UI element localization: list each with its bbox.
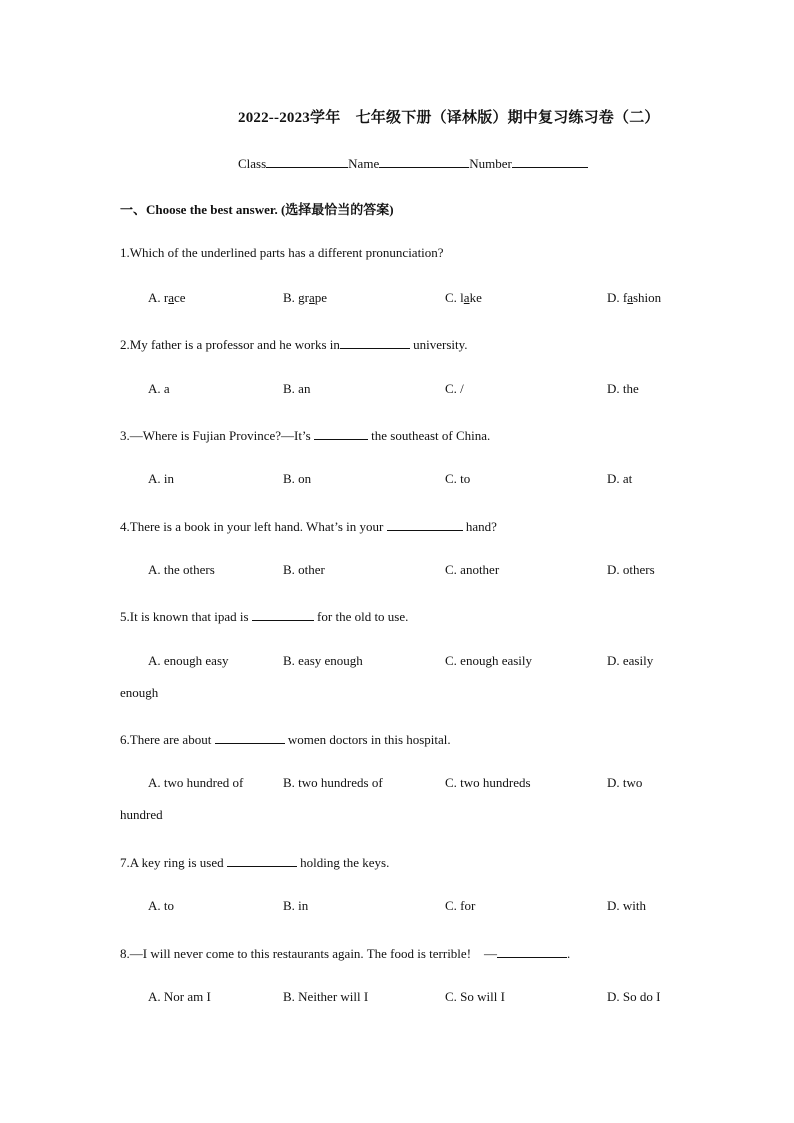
number-label: Number (469, 156, 512, 171)
q6-option-c[interactable]: C. two hundreds (445, 775, 531, 790)
q3-option-a[interactable]: A. in (148, 471, 174, 486)
q5-option-b[interactable]: B. easy enough (283, 653, 363, 668)
answer-blank[interactable] (227, 853, 297, 867)
q7-option-b[interactable]: B. in (283, 898, 309, 913)
q2-option-c[interactable]: C. / (445, 381, 464, 396)
class-field[interactable] (266, 154, 348, 168)
question-2: 2.My father is a professor and he works in university. (120, 337, 468, 352)
q3-option-d[interactable]: D. at (607, 471, 633, 486)
q6-option-b[interactable]: B. two hundreds of (283, 775, 383, 790)
question-6: 6.There are about women doctors in this hospital. (120, 732, 451, 747)
question-8: 8.—I will never come to this restaurants again. The food is terrible! — . (120, 946, 571, 961)
q6-option-d-wrap: hundred (120, 807, 163, 822)
answer-blank[interactable] (340, 335, 410, 349)
student-info-line (238, 154, 588, 172)
q3-option-c[interactable]: C. to (445, 471, 471, 486)
q4-option-a[interactable]: A. the others (148, 562, 215, 577)
class-label: Class (238, 156, 267, 171)
q8-option-b[interactable]: B. Neither will I (283, 989, 369, 1004)
section-heading: 一、Choose the best answer. (选择最恰当的答案) (120, 202, 394, 217)
answer-blank[interactable] (497, 944, 567, 958)
q8-option-d[interactable]: D. So do I (607, 989, 661, 1004)
q2-option-d[interactable]: D. the (607, 381, 639, 396)
q5-option-d-wrap: enough (120, 685, 159, 700)
q1-option-c[interactable]: C. lake (445, 290, 482, 305)
name-field[interactable] (379, 154, 469, 168)
answer-blank[interactable] (215, 730, 285, 744)
q1-option-d[interactable]: D. fashion (607, 290, 662, 305)
question-4: 4.There is a book in your left hand. What’s in your hand? (120, 519, 497, 534)
question-5: 5.It is known that ipad is for the old to use. (120, 609, 409, 624)
q2-option-a[interactable]: A. a (148, 381, 170, 396)
q5-option-c[interactable]: C. enough easily (445, 653, 533, 668)
q1-option-a[interactable]: A. race (148, 290, 186, 305)
q7-option-a[interactable]: A. to (148, 898, 174, 913)
q4-option-b[interactable]: B. other (283, 562, 325, 577)
q2-option-b[interactable]: B. an (283, 381, 311, 396)
question-3: 3.—Where is Fujian Province?—It’s the southeast of China. (120, 428, 491, 443)
q8-option-c[interactable]: C. So will I (445, 989, 505, 1004)
question-1 (120, 245, 444, 261)
page-title: 2022--2023学年 七年级下册（译林版）期中复习练习卷（二） (238, 110, 660, 126)
q3-option-b[interactable]: B. on (283, 471, 312, 486)
q8-option-a[interactable]: A. Nor am I (148, 989, 211, 1004)
number-field[interactable] (512, 154, 588, 168)
q5-option-a[interactable]: A. enough easy (148, 653, 229, 668)
q4-option-c[interactable]: C. another (445, 562, 500, 577)
q4-option-d[interactable]: D. others (607, 562, 655, 577)
answer-blank[interactable] (252, 607, 314, 621)
q6-option-a[interactable]: A. two hundred of (148, 775, 244, 790)
question-7: 7.A key ring is used holding the keys. (120, 855, 390, 870)
q1-option-b[interactable]: B. grape (283, 290, 328, 305)
q5-option-d[interactable]: D. easily (607, 653, 654, 668)
q7-option-d[interactable]: D. with (607, 898, 646, 913)
q6-option-d[interactable]: D. two (607, 775, 643, 790)
q7-option-c[interactable]: C. for (445, 898, 476, 913)
answer-blank[interactable] (387, 517, 463, 531)
question-stem: 1.Which of the underlined parts has a different pronunciation? (120, 245, 444, 260)
name-label: Name (348, 156, 380, 171)
answer-blank[interactable] (314, 426, 368, 440)
